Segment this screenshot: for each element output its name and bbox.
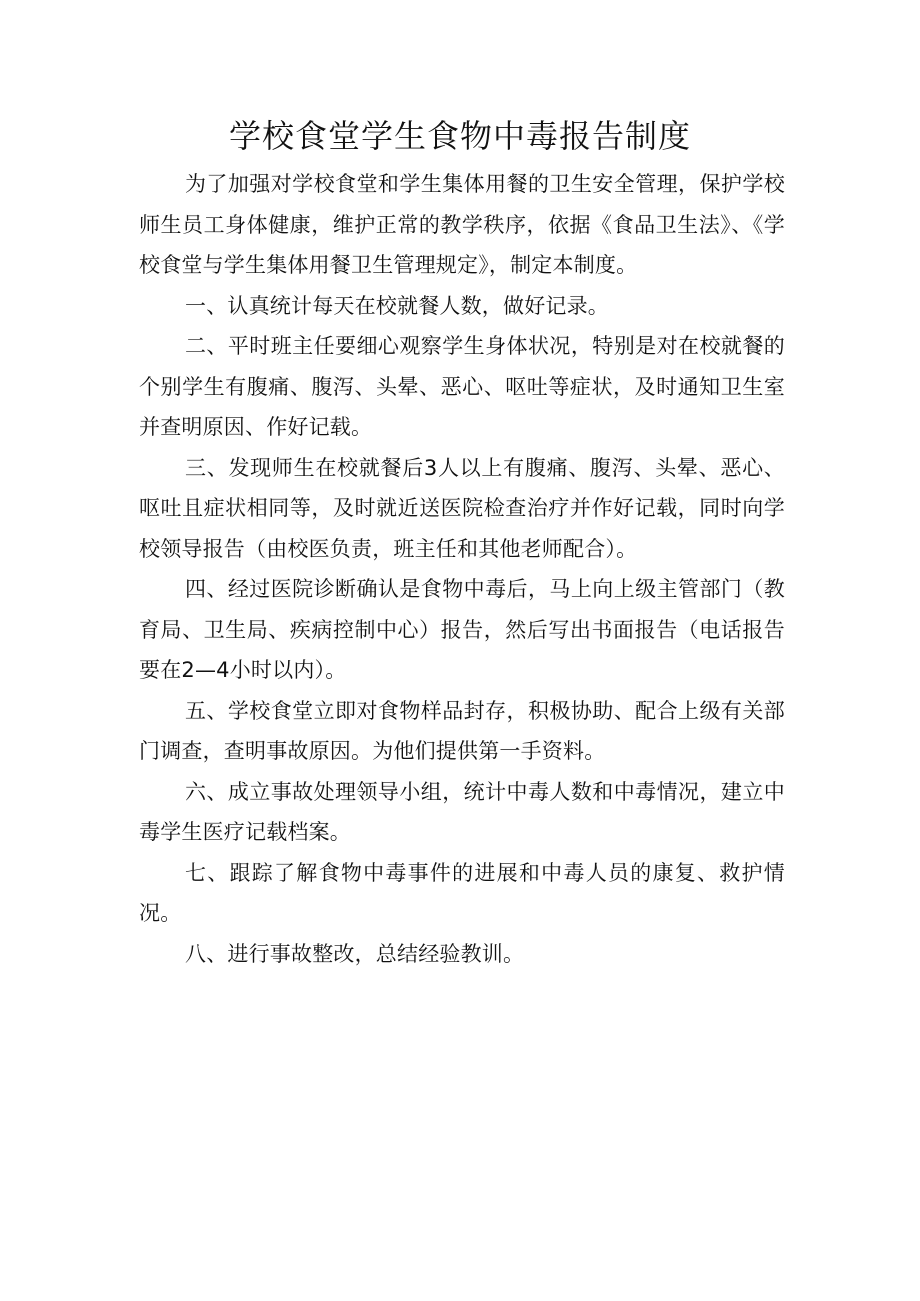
paragraph-item-5: 五、学校食堂立即对食物样品封存，积极协助、配合上级有关部门调查，查明事故原因。为他们提供第一手资料。	[139, 698, 785, 763]
paragraph-item-8: 八、进行事故整改，总结经验教训。	[185, 941, 525, 966]
paragraph-intro: 为了加强对学校食堂和学生集体用餐的卫生安全管理，保护学校师生员工身体健康，维护正常的教学秩序，依据《食品卫生法》、《学校食堂与学生集体用餐卫生管理规定》，制定本制度。	[139, 172, 785, 277]
document-title: 学校食堂学生食物中毒报告制度	[228, 117, 691, 155]
document-body	[139, 164, 785, 974]
paragraph-item-6: 六、成立事故处理领导小组，统计中毒人数和中毒情况，建立中毒学生医疗记载档案。	[139, 779, 785, 844]
paragraph-item-3: 三、发现师生在校就餐后3人以上有腹痛、腹泻、头晕、恶心、呕吐且症状相同等，及时就近送医院检查治疗并作好记载，同时向学校领导报告（由校医负责，班主任和其他老师配合）。	[139, 455, 785, 561]
paragraph-item-4: 四、经过医院诊断确认是食物中毒后，马上向上级主管部门（教育局、卫生局、疾病控制中心）报告，然后写出书面报告（电话报告要在2—4小时以内）。	[139, 577, 785, 682]
paragraph-item-2: 二、平时班主任要细心观察学生身体状况，特别是对在校就餐的个别学生有腹痛、腹泻、头晕、恶心、呕吐等症状，及时通知卫生室并查明原因、作好记载。	[139, 334, 785, 439]
paragraph-item-7: 七、跟踪了解食物中毒事件的进展和中毒人员的康复、救护情况。	[139, 860, 785, 925]
paragraph-item-1: 一、认真统计每天在校就餐人数，做好记录。	[185, 293, 609, 318]
